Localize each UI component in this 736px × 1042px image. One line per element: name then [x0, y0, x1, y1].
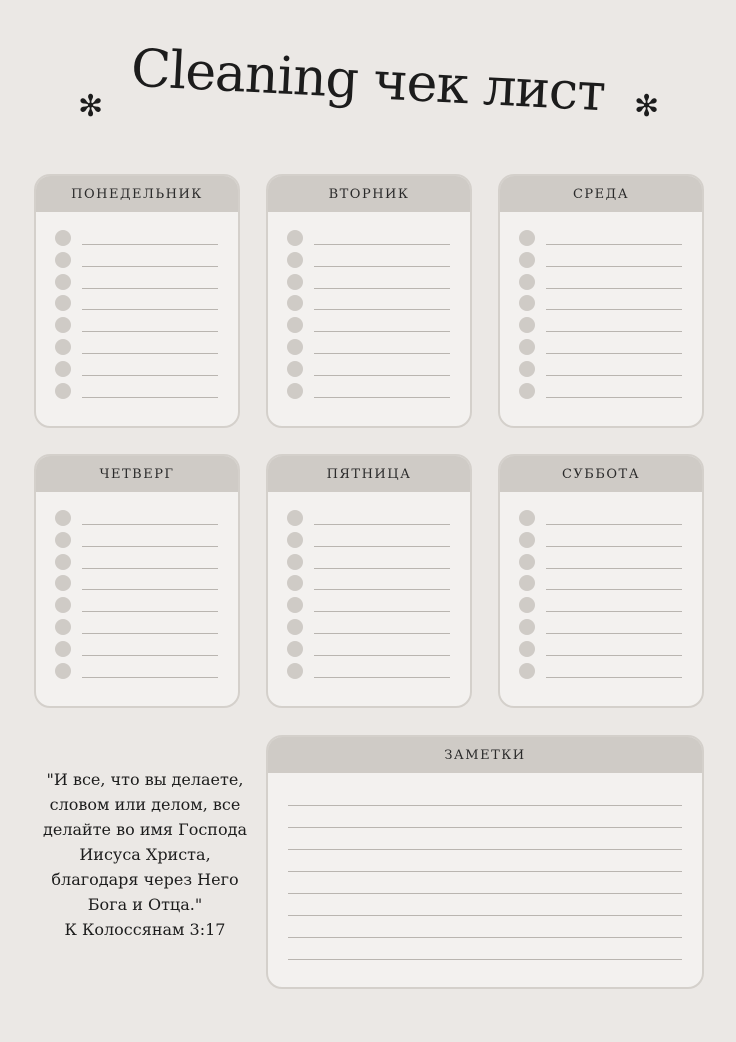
note-line [288, 937, 682, 938]
checklist [500, 230, 702, 404]
star-icon: ✻ [634, 89, 660, 124]
checkbox-circle[interactable] [519, 575, 535, 591]
checkbox-circle[interactable] [519, 510, 535, 526]
checklist-item [268, 554, 470, 576]
checkbox-circle[interactable] [519, 252, 535, 268]
note-line [288, 871, 682, 872]
write-line [314, 244, 450, 245]
checkbox-circle[interactable] [519, 295, 535, 311]
checkbox-circle[interactable] [55, 619, 71, 635]
write-line [82, 655, 218, 656]
checklist-item [500, 532, 702, 554]
write-line [82, 266, 218, 267]
checklist-item [500, 230, 702, 252]
write-line [82, 331, 218, 332]
checklist-item [500, 295, 702, 317]
checklist-item [268, 361, 470, 383]
checkbox-circle[interactable] [519, 230, 535, 246]
checkbox-circle[interactable] [55, 554, 71, 570]
write-line [82, 309, 218, 310]
checklist-item [268, 317, 470, 339]
write-line [546, 244, 682, 245]
write-line [82, 375, 218, 376]
write-line [82, 589, 218, 590]
day-header: ЧЕТВЕРГ [36, 456, 238, 492]
checkbox-circle[interactable] [519, 641, 535, 657]
checkbox-circle[interactable] [287, 619, 303, 635]
day-card-wednesday [498, 174, 704, 428]
checkbox-circle[interactable] [55, 510, 71, 526]
write-line [546, 589, 682, 590]
day-header: ПОНЕДЕЛЬНИК [36, 176, 238, 212]
checklist-item [36, 532, 238, 554]
checkbox-circle[interactable] [55, 641, 71, 657]
checkbox-circle[interactable] [55, 230, 71, 246]
checklist-item [36, 597, 238, 619]
checkbox-circle[interactable] [287, 274, 303, 290]
quote-reference: К Колоссянам 3:17 [64, 920, 226, 939]
checkbox-circle[interactable] [519, 339, 535, 355]
checklist-item [36, 317, 238, 339]
checklist-item [36, 510, 238, 532]
write-line [546, 546, 682, 547]
write-line [314, 309, 450, 310]
checklist-item [268, 619, 470, 641]
checklist-item [268, 597, 470, 619]
write-line [82, 353, 218, 354]
write-line [314, 677, 450, 678]
checklist-item [268, 295, 470, 317]
checklist-item [268, 532, 470, 554]
day-card-friday [266, 454, 472, 708]
checklist-item [36, 230, 238, 252]
checklist-item [36, 619, 238, 641]
checklist-item [500, 575, 702, 597]
checkbox-circle[interactable] [519, 274, 535, 290]
checklist-item [36, 575, 238, 597]
write-line [82, 524, 218, 525]
checklist-item [36, 339, 238, 361]
checklist-item [36, 274, 238, 296]
checkbox-circle[interactable] [287, 339, 303, 355]
write-line [546, 677, 682, 678]
note-line [288, 827, 682, 828]
day-card-thursday [34, 454, 240, 708]
note-line [288, 849, 682, 850]
checkbox-circle[interactable] [55, 252, 71, 268]
checklist-item [500, 510, 702, 532]
checkbox-circle[interactable] [287, 510, 303, 526]
checkbox-circle[interactable] [287, 361, 303, 377]
checklist-item [268, 641, 470, 663]
checkbox-circle[interactable] [287, 230, 303, 246]
checklist [268, 230, 470, 404]
checkbox-circle[interactable] [287, 597, 303, 613]
write-line [82, 288, 218, 289]
page-title: Cleaning чек лист [129, 38, 607, 124]
checklist-item [500, 361, 702, 383]
day-card-saturday [498, 454, 704, 708]
write-line [314, 611, 450, 612]
write-line [314, 331, 450, 332]
note-line [288, 805, 682, 806]
checkbox-circle[interactable] [519, 317, 535, 333]
checklist-item [36, 663, 238, 685]
write-line [82, 244, 218, 245]
write-line [82, 397, 218, 398]
write-line [546, 655, 682, 656]
day-card-tuesday [266, 174, 472, 428]
checkbox-circle[interactable] [55, 317, 71, 333]
checkbox-circle[interactable] [519, 597, 535, 613]
bible-quote [40, 767, 250, 942]
write-line [314, 375, 450, 376]
write-line [314, 633, 450, 634]
day-card-monday [34, 174, 240, 428]
write-line [314, 353, 450, 354]
checkbox-circle[interactable] [55, 361, 71, 377]
checklist-item [500, 641, 702, 663]
checkbox-circle[interactable] [287, 641, 303, 657]
checkbox-circle[interactable] [55, 575, 71, 591]
write-line [546, 288, 682, 289]
write-line [546, 266, 682, 267]
checklist-item [500, 317, 702, 339]
checklist-item [500, 597, 702, 619]
write-line [314, 288, 450, 289]
checklist-item [36, 554, 238, 576]
notes-lines [288, 805, 682, 981]
write-line [546, 309, 682, 310]
checklist-item [268, 339, 470, 361]
checklist-item [500, 663, 702, 685]
checkbox-circle[interactable] [519, 361, 535, 377]
notes-header: ЗАМЕТКИ [268, 737, 702, 773]
checkbox-circle[interactable] [55, 532, 71, 548]
checklist-item [268, 575, 470, 597]
checklist-item [36, 361, 238, 383]
checklist-item [268, 274, 470, 296]
checkbox-circle[interactable] [519, 532, 535, 548]
checklist-item [500, 274, 702, 296]
write-line [546, 375, 682, 376]
write-line [546, 611, 682, 612]
checklist-item [36, 295, 238, 317]
checkbox-circle[interactable] [287, 317, 303, 333]
checkbox-circle[interactable] [55, 295, 71, 311]
write-line [314, 655, 450, 656]
checkbox-circle[interactable] [55, 663, 71, 679]
checklist-item [36, 252, 238, 274]
checklist-item [500, 383, 702, 405]
checklist-item [36, 383, 238, 405]
checkbox-circle[interactable] [55, 339, 71, 355]
checklist [36, 230, 238, 404]
checklist [36, 510, 238, 684]
checkbox-circle[interactable] [519, 663, 535, 679]
checkbox-circle[interactable] [519, 554, 535, 570]
checkbox-circle[interactable] [287, 252, 303, 268]
write-line [314, 524, 450, 525]
day-header: ВТОРНИК [268, 176, 470, 212]
checklist [500, 510, 702, 684]
checkbox-circle[interactable] [519, 619, 535, 635]
checklist-item [268, 383, 470, 405]
star-icon: ✻ [78, 89, 104, 124]
note-line [288, 959, 682, 960]
checkbox-circle[interactable] [287, 663, 303, 679]
checklist [268, 510, 470, 684]
checklist-item [500, 554, 702, 576]
write-line [546, 633, 682, 634]
checklist-item [36, 641, 238, 663]
checkbox-circle[interactable] [287, 575, 303, 591]
checkbox-circle[interactable] [287, 383, 303, 399]
checklist-item [500, 252, 702, 274]
day-header: ПЯТНИЦА [268, 456, 470, 492]
write-line [82, 568, 218, 569]
write-line [546, 568, 682, 569]
day-header: СРЕДА [500, 176, 702, 212]
checklist-item [268, 663, 470, 685]
quote-text: "И все, что вы делаете, словом или делом, все делайте во имя Господа Иисуса Христа, благодаря через Него Бога и Отца." [43, 770, 247, 914]
write-line [314, 589, 450, 590]
checkbox-circle[interactable] [287, 295, 303, 311]
write-line [546, 524, 682, 525]
note-line [288, 915, 682, 916]
write-line [546, 397, 682, 398]
checklist-item [500, 339, 702, 361]
write-line [546, 353, 682, 354]
checklist-item [268, 230, 470, 252]
note-line [288, 893, 682, 894]
checkbox-circle[interactable] [55, 274, 71, 290]
checkbox-circle[interactable] [287, 554, 303, 570]
write-line [314, 266, 450, 267]
checklist-item [268, 510, 470, 532]
checkbox-circle[interactable] [55, 383, 71, 399]
write-line [82, 677, 218, 678]
checklist-item [500, 619, 702, 641]
write-line [82, 546, 218, 547]
checkbox-circle[interactable] [55, 597, 71, 613]
day-header: СУББОТА [500, 456, 702, 492]
checklist-item [268, 252, 470, 274]
checkbox-circle[interactable] [287, 532, 303, 548]
write-line [82, 633, 218, 634]
write-line [314, 397, 450, 398]
write-line [314, 568, 450, 569]
checkbox-circle[interactable] [519, 383, 535, 399]
write-line [314, 546, 450, 547]
write-line [546, 331, 682, 332]
notes-card [266, 735, 704, 989]
write-line [82, 611, 218, 612]
